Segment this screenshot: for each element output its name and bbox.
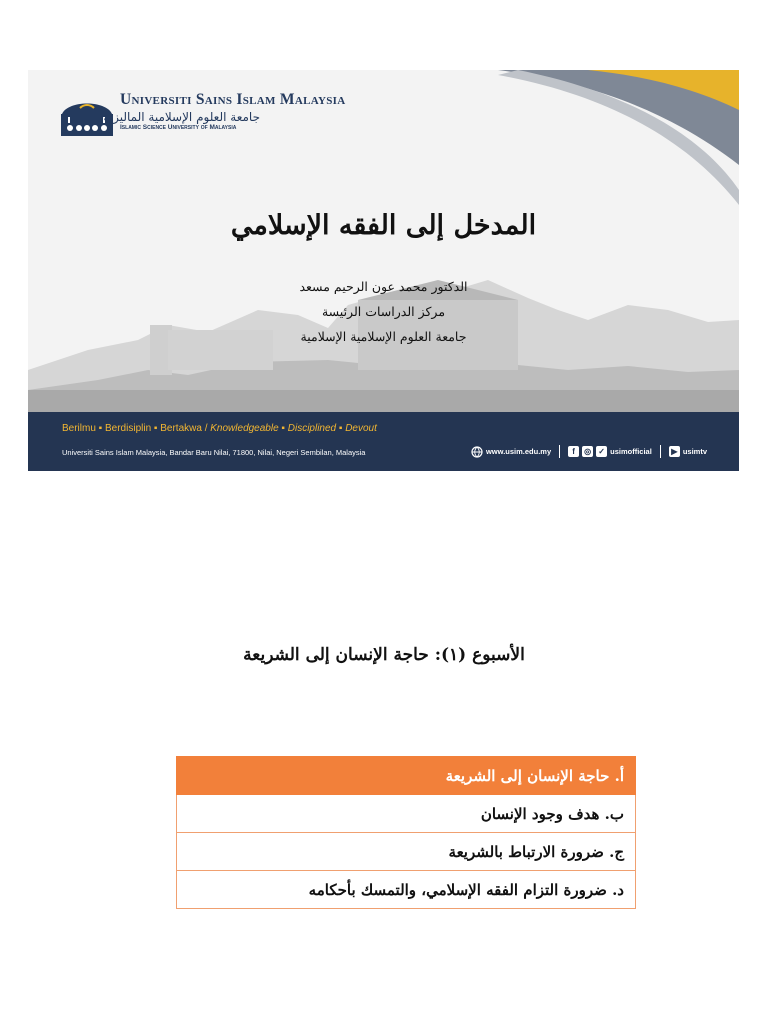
author-name: الدكتور محمد عون الرحيم مسعد (299, 279, 468, 294)
author-center: مركز الدراسات الرئيسة (321, 304, 446, 319)
topic-cell: د. ضرورة التزام الفقه الإسلامي، والتمسك بأحكامه (177, 871, 636, 909)
week-heading: الأسبوع (١): حاجة الإنسان إلى الشريعة (243, 645, 525, 665)
globe-icon (471, 446, 483, 458)
title-slide-image (28, 70, 739, 471)
author-university: جامعة العلوم الإسلامية الإسلامية (300, 329, 467, 344)
topic-row (177, 795, 636, 833)
slogan (62, 423, 377, 434)
youtube-handle-text: usimtv (682, 447, 707, 456)
topics-table (176, 756, 636, 909)
slide-footer (28, 412, 739, 471)
social-handle-text: usimofficial (610, 447, 652, 456)
divider (559, 445, 560, 458)
slogan-english: Knowledgeable ▪ Disciplined ▪ Devout (210, 423, 377, 434)
slogan-malay: Berilmu ▪ Berdisiplin ▪ Bertakwa (62, 423, 202, 434)
university-name-arabic: جامعة العلوم الإسلامية الماليزية (103, 109, 260, 124)
slide-author-block (28, 274, 739, 349)
university-name-english: Universiti Sains Islam Malaysia (120, 91, 346, 108)
university-logo (58, 92, 345, 142)
youtube-icon: ▶ (669, 446, 680, 457)
topic-row (177, 833, 636, 871)
topic-row (177, 757, 636, 795)
website-text: www.usim.edu.my (485, 447, 552, 456)
twitter-icon: ✓ (596, 446, 607, 457)
slide-title: المدخل إلى الفقه الإسلامي (230, 210, 537, 241)
divider (660, 445, 661, 458)
address: Universiti Sains Islam Malaysia, Bandar Baru Nilai, 71800, Nilai, Negeri Sembilan, Malaysia (62, 448, 366, 457)
topic-cell: أ. حاجة الإنسان إلى الشريعة (177, 757, 636, 795)
topic-cell: ج. ضرورة الارتباط بالشريعة (177, 833, 636, 871)
instagram-icon: ◎ (582, 446, 593, 457)
slogan-separator: / (201, 423, 211, 434)
university-name-subtitle: Islamic Science University of Malaysia (120, 123, 237, 131)
topic-cell: ب. هدف وجود الإنسان (177, 795, 636, 833)
facebook-icon: f (568, 446, 579, 457)
social-links (471, 445, 707, 458)
topic-row (177, 871, 636, 909)
